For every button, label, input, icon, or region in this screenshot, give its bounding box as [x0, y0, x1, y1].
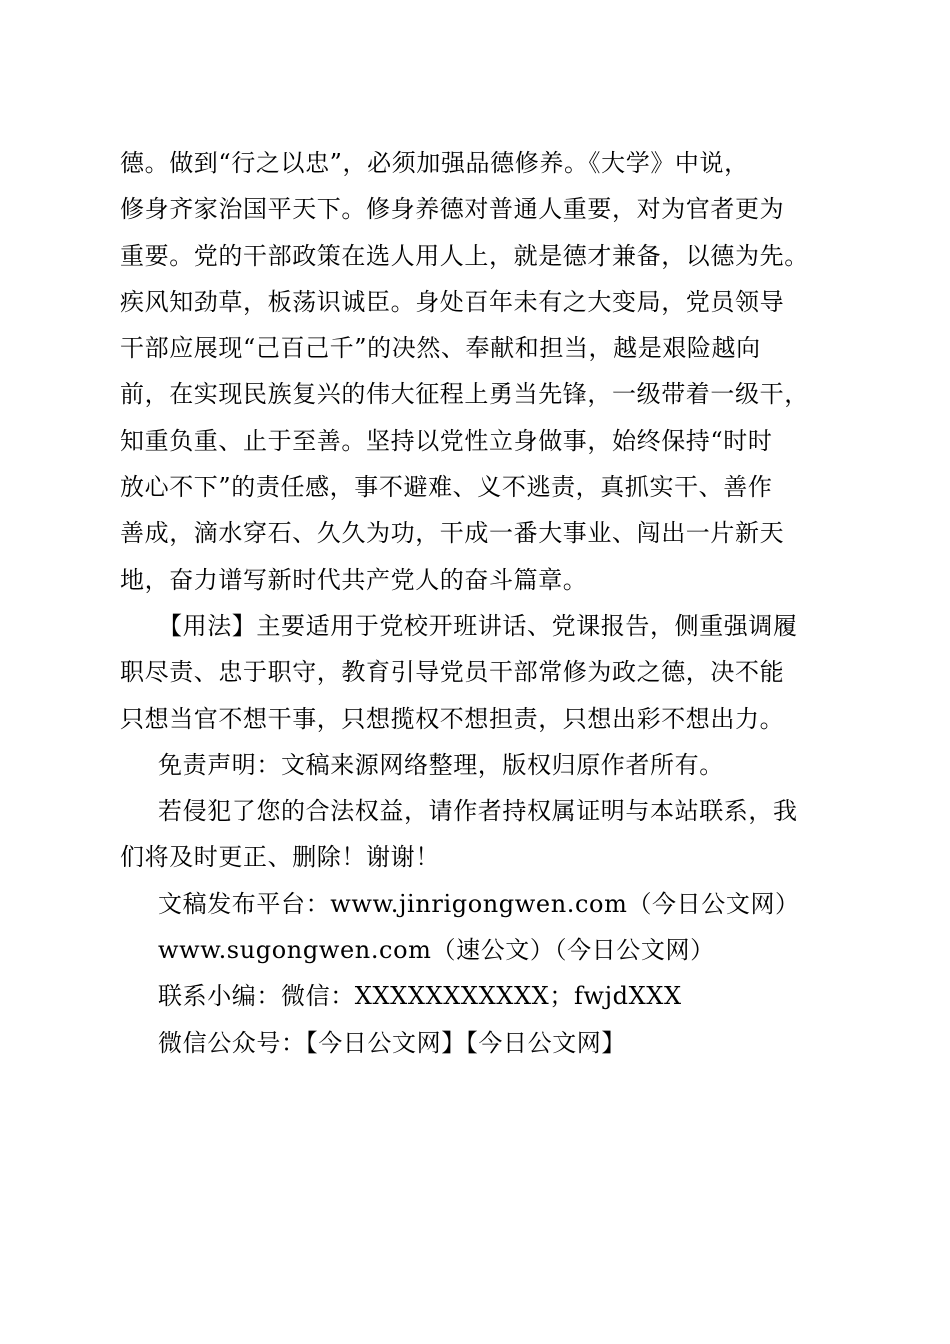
paragraph-line: 重要。党的干部政策在选人用人上，就是德才兼备，以德为先。: [120, 241, 809, 270]
document-body: [120, 140, 842, 1066]
paragraph-line: 修身齐家治国平天下。修身养德对普通人重要，对为官者更为: [120, 195, 785, 224]
infringement-notice-line: 们将及时更正、删除！谢谢！: [120, 843, 440, 872]
usage-paragraph-line: 职尽责、忠于职守，教育引导党员干部常修为政之德，决不能: [120, 658, 785, 687]
paragraph-line: 疾风知劲草，板荡识诚臣。身处百年未有之大变局，党员领导: [120, 287, 785, 316]
usage-paragraph-line: 【用法】主要适用于党校开班讲话、党课报告，侧重强调履: [158, 611, 798, 640]
publish-platform-line: 文稿发布平台：www.jinrigongwen.com（今日公文网）: [158, 889, 800, 918]
paragraph-line: 善成，滴水穿石、久久为功，干成一番大事业、闯出一片新天: [120, 519, 785, 548]
usage-paragraph-line: 只想当官不想干事，只想揽权不想担责，只想出彩不想出力。: [120, 704, 785, 733]
wechat-account-line: 微信公众号：【今日公文网】【今日公文网】: [158, 1028, 626, 1057]
paragraph-line: 知重负重、止于至善。坚持以党性立身做事，始终保持“时时: [120, 426, 773, 455]
paragraph-line: 放心不下”的责任感，事不避难、义不逃责，真抓实干、善作: [120, 473, 773, 502]
paragraph-line: 地，奋力谱写新时代共产党人的奋斗篇章。: [120, 565, 588, 594]
contact-editor-line: 联系小编：微信：XXXXXXXXXXX；fwjdXXX: [158, 982, 682, 1011]
disclaimer-line: 免责声明：文稿来源网络整理，版权归原作者所有。: [158, 750, 724, 779]
platform-url-line: www.sugongwen.com（速公文）（今日公文网）: [158, 936, 715, 965]
paragraph-line: 干部应展现“己百己千”的决然、奉献和担当，越是艰险越向: [120, 334, 761, 363]
paragraph-line: 德。做到“行之以忠”，必须加强品德修养。《大学》中说，: [120, 149, 749, 177]
paragraph-line: 前，在实现民族复兴的伟大征程上勇当先锋，一级带着一级干，: [120, 380, 809, 409]
infringement-notice-line: 若侵犯了您的合法权益，请作者持权属证明与本站联系，我: [158, 797, 798, 826]
